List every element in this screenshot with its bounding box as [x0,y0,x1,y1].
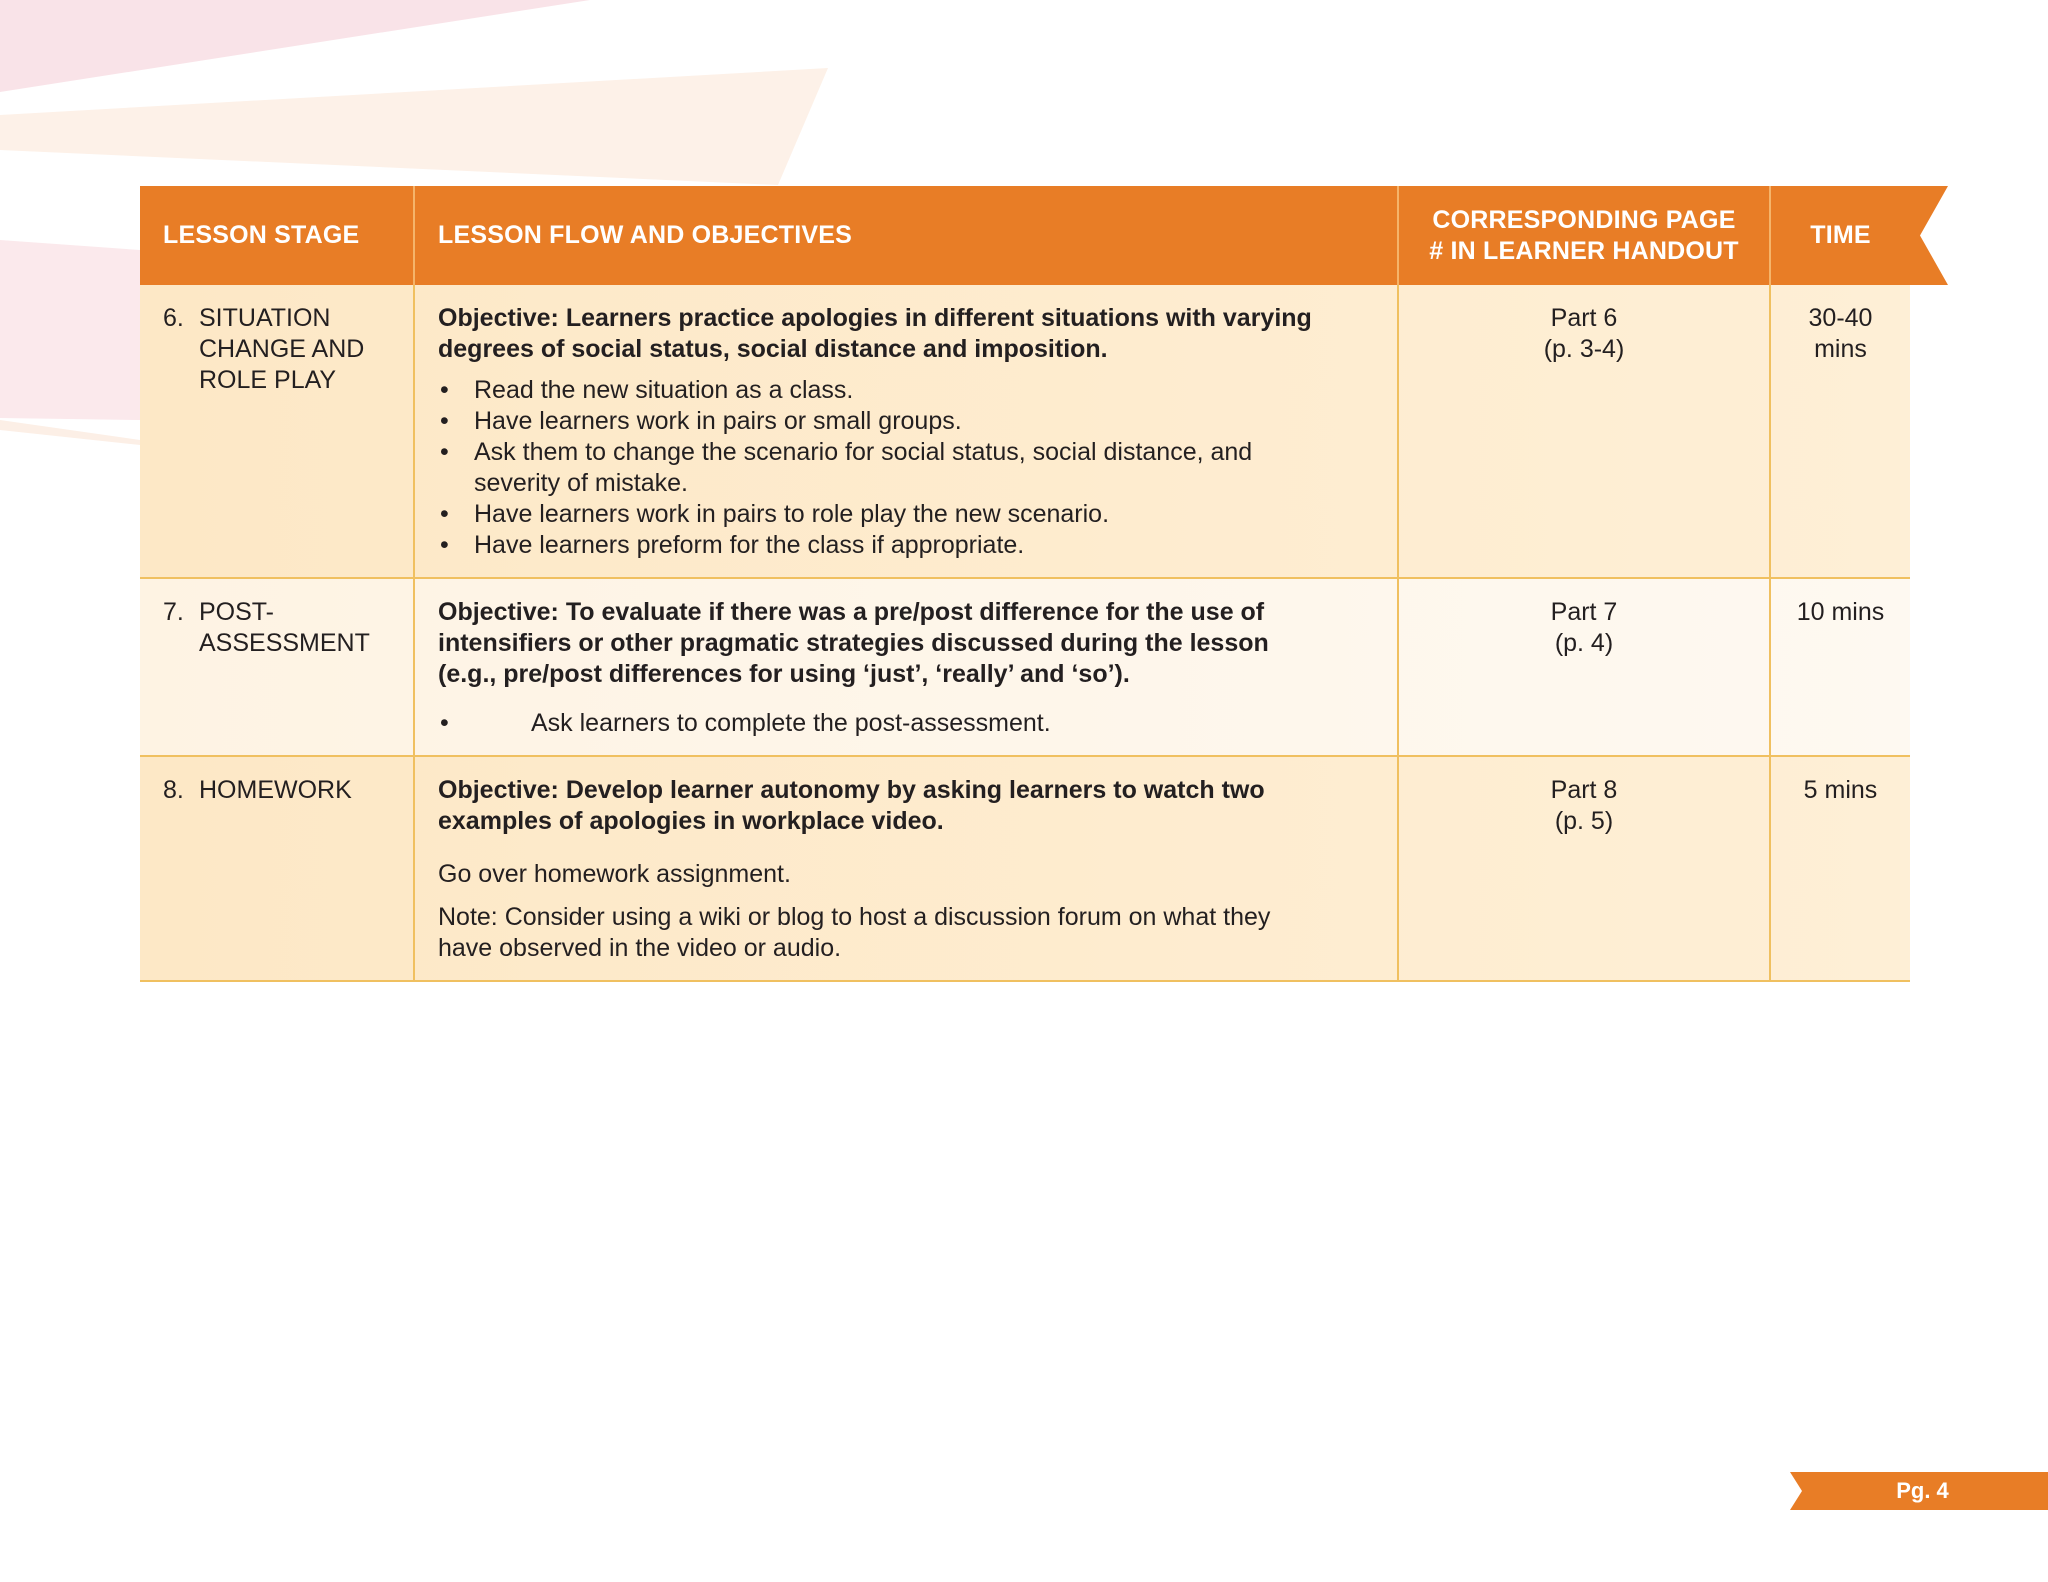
lesson-stage-cell [140,285,413,577]
stage-number: 8. [163,776,184,804]
lesson-stage-cell [140,579,413,755]
stage-label: SITUATION CHANGE AND ROLE PLAY [199,304,365,394]
lesson-flow-cell [413,579,1397,755]
handout-pages: (p. 5) [1554,807,1614,835]
list-item: • Have learners work in pairs to role play the new scenario. [438,499,1374,530]
lesson-flow-cell [413,285,1397,577]
header-lesson-flow: LESSON FLOW AND OBJECTIVES [413,186,1397,285]
objective-text: Objective: To evaluate if there was a pre/post difference for the use of intensifiers or other pragmatic strategies discussed during the lesson (e.g., pre/post differences for using ‘just’, ‘really’ and ‘so’). [438,598,1269,688]
lesson-flow-cell [413,757,1397,980]
table-header [140,186,1910,285]
note-text: Note: Consider using a wiki or blog to host a discussion forum on what they have observed in the video or audio. [438,903,1271,962]
stage-label: HOMEWORK [199,776,352,804]
lesson-table [140,186,1910,982]
activity-list [438,375,1374,561]
list-item: • Read the new situation as a class. [438,375,1374,406]
handout-page-cell [1397,285,1769,577]
handout-part: Part 7 [1550,598,1618,626]
handout-page-cell [1397,757,1769,980]
handout-part: Part 6 [1550,304,1618,332]
list-item: • Have learners work in pairs or small groups. [438,406,1374,437]
objective-text: Objective: Develop learner autonomy by asking learners to watch two examples of apologies in workplace video. [438,776,1265,835]
page-number-tab [1790,1472,2048,1510]
objective-text: Objective: Learners practice apologies in different situations with varying degrees of social status, social distance and imposition. [438,304,1312,363]
activity-list [438,708,1374,739]
handout-part: Part 8 [1550,776,1618,804]
time-value: 30-40 [1808,304,1873,332]
handout-pages: (p. 4) [1554,629,1614,657]
time-unit: mins [1814,335,1867,363]
header-corresponding-page-line1: CORRESPONDING PAGE [1432,205,1736,234]
time-cell [1769,285,1910,577]
header-corresponding-page [1397,186,1769,285]
header-lesson-stage: LESSON STAGE [163,221,360,249]
handout-pages: (p. 3-4) [1543,335,1625,363]
time-cell [1769,579,1910,755]
header-time: TIME [1769,186,1910,285]
time-value: 10 mins [1796,598,1885,626]
page-number: Pg. 4 [1896,1478,1949,1503]
lesson-stage-cell [140,757,413,980]
handout-page-cell [1397,579,1769,755]
header-corresponding-page-line2: # IN LEARNER HANDOUT [1429,236,1739,265]
instruction-text: Go over homework assignment. [438,860,791,888]
table-row [140,757,1910,982]
stage-number: 6. [163,304,184,332]
table-row [140,285,1910,579]
time-cell [1769,757,1910,980]
time-value: 5 mins [1803,776,1878,804]
list-item: • Ask learners to complete the post-assessment. [438,708,1374,739]
stage-number: 7. [163,598,184,626]
table-row [140,579,1910,757]
list-item: • Ask them to change the scenario for social status, social distance, and severity of mistake. [438,437,1374,499]
stage-label: POST- ASSESSMENT [199,598,370,657]
list-item: • Have learners preform for the class if appropriate. [438,530,1374,561]
